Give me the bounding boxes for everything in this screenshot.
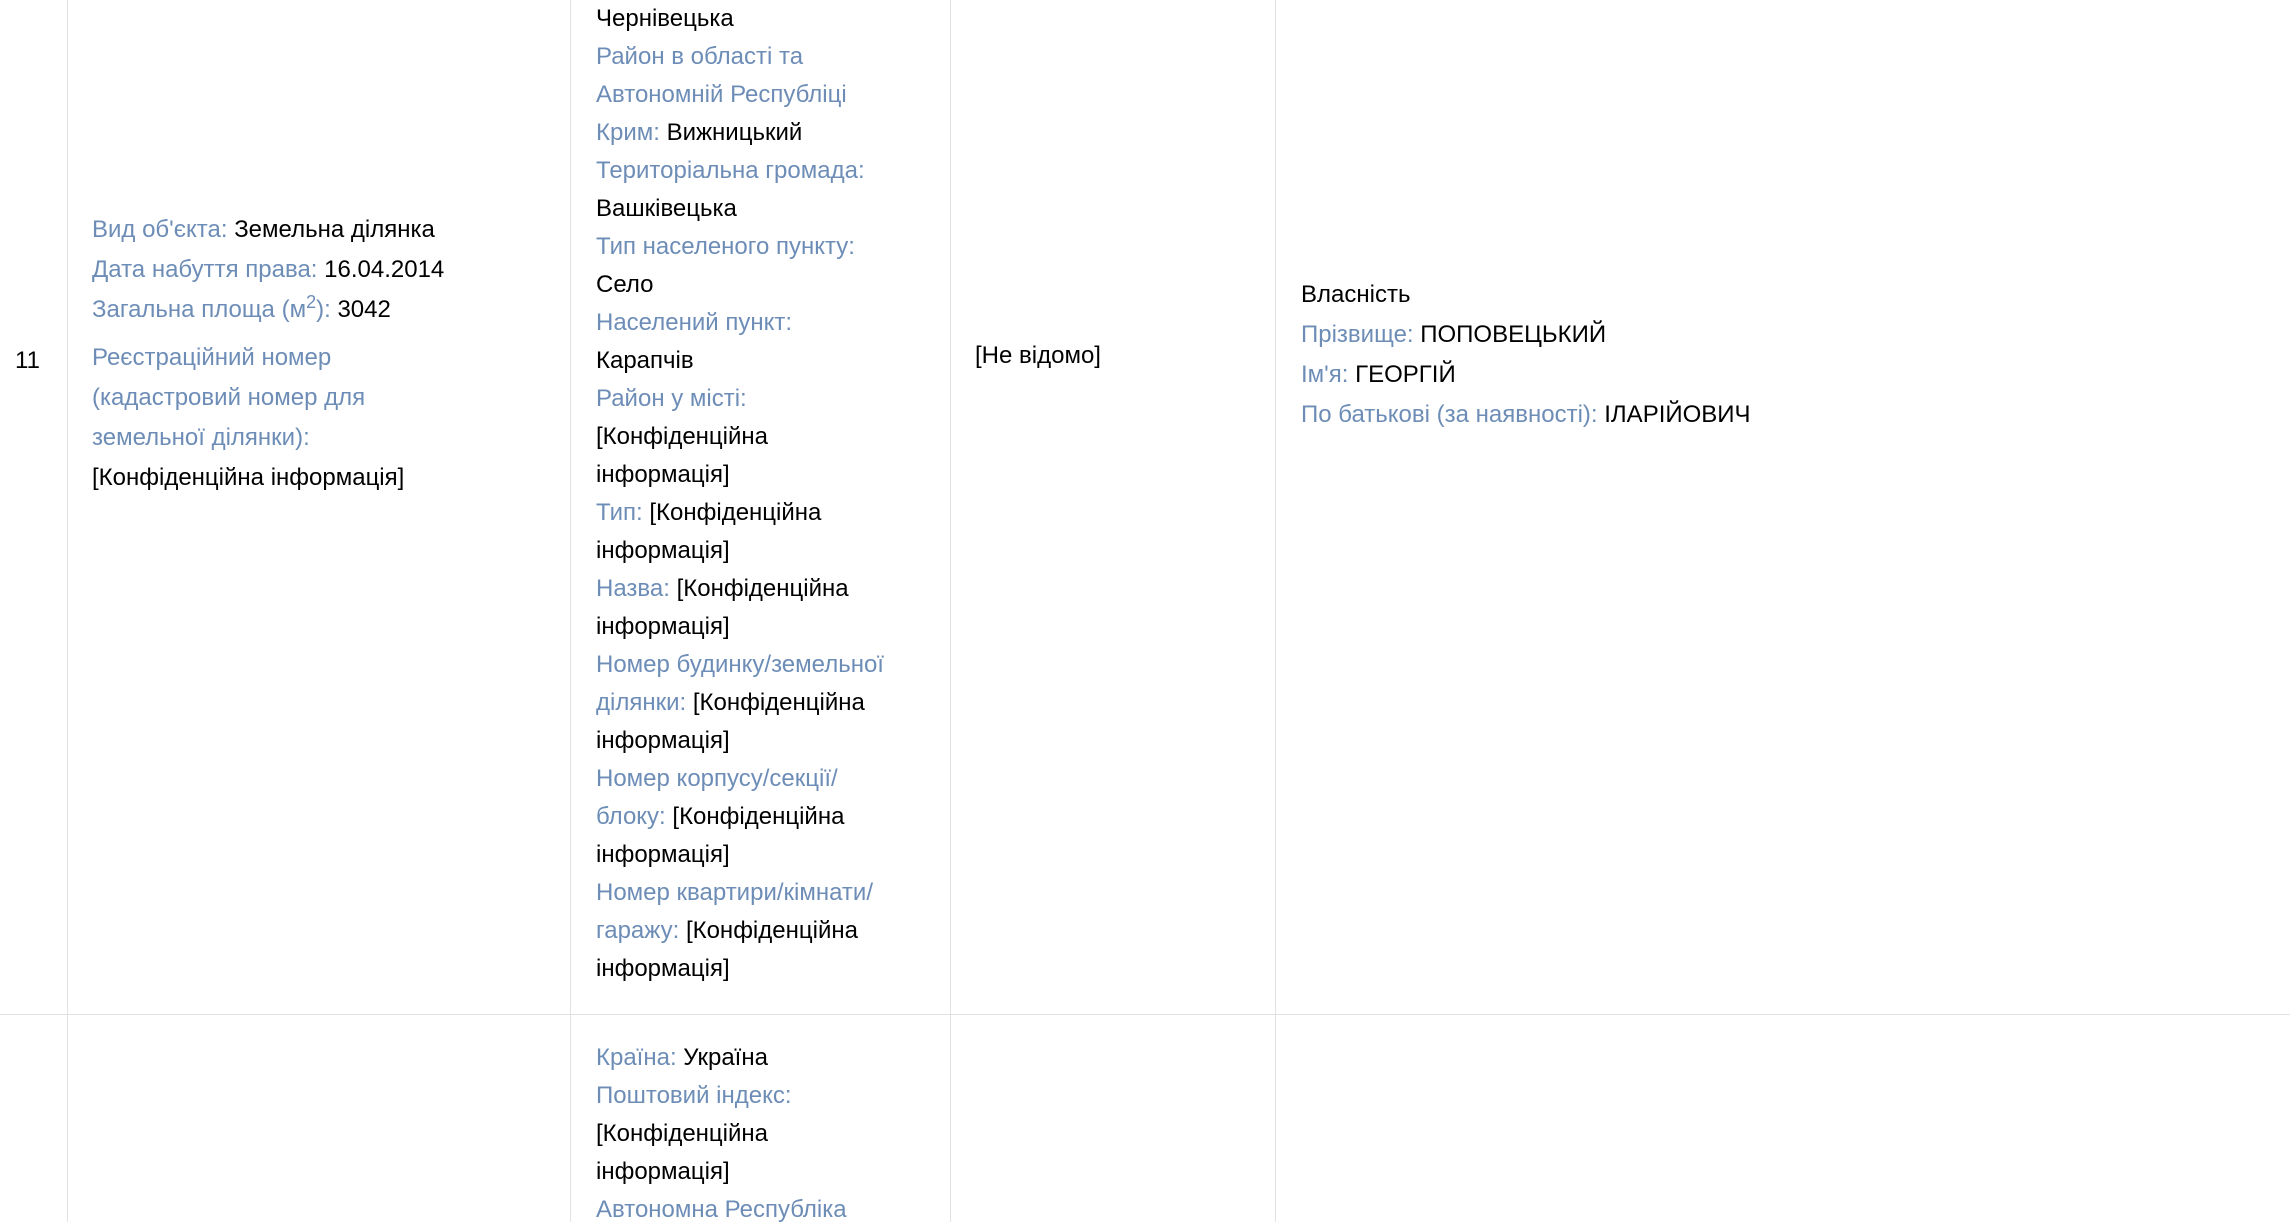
surname-value: ПОПОВЕЦЬКИЙ <box>1420 321 1607 348</box>
registration-number-value: [Конфіденційна інформація] <box>92 464 405 491</box>
postal-code-value-line-1: [Конфіденційна <box>596 1120 769 1147</box>
house-number-label-line-1: Номер будинку/земельної <box>596 651 884 678</box>
street-name-label: Назва: <box>596 575 670 602</box>
object-description <box>92 211 552 497</box>
settlement-type-value: Село <box>596 271 654 298</box>
country-value: Україна <box>683 1044 768 1071</box>
apartment-number-label-line-1: Номер квартири/кімнати/ <box>596 879 873 906</box>
first-name-label: Ім'я: <box>1301 361 1349 388</box>
apartment-number-value-line-1: [Конфіденційна <box>685 917 858 944</box>
autonomous-republic-label: Автономна Республіка <box>596 1196 847 1222</box>
house-number-value-line-2: інформація] <box>596 727 730 754</box>
postal-code-label: Поштовий індекс: <box>596 1082 792 1109</box>
acquisition-date-label: Дата набуття права: <box>92 256 318 283</box>
block-number-value-line-1: [Конфіденційна <box>672 803 845 830</box>
first-name-value: ГЕОРГІЙ <box>1355 361 1456 388</box>
total-area-label: Загальна площа $(м^2)$: <box>92 292 331 323</box>
object-address <box>596 0 946 988</box>
object-cost: [Не відомо] <box>975 342 1101 369</box>
object-address <box>596 1039 946 1222</box>
city-district-value-line-1: [Конфіденційна <box>596 423 769 450</box>
street-type-value-line-2: інформація] <box>596 537 730 564</box>
community-value: Вашківецька <box>596 195 737 222</box>
district-label-line-2: Автономній Республіці <box>596 81 847 108</box>
right-type-value: Власність <box>1301 281 1411 308</box>
city-district-label: Район у місті: <box>596 385 747 412</box>
street-name-value-line-1: [Конфіденційна <box>676 575 849 602</box>
house-number-value-line-1: [Конфіденційна <box>692 689 865 716</box>
apartment-number-label-line-2: гаражу: <box>596 917 680 944</box>
registration-number-label-line-2: (кадастровий номер для <box>92 384 366 411</box>
row-number: 11 <box>15 347 40 374</box>
patronymic-value: ІЛАРІЙОВИЧ <box>1604 401 1751 428</box>
house-number-label-line-2: ділянки: <box>596 689 687 716</box>
registration-number-label-line-3: земельної ділянки): <box>92 424 310 451</box>
district-label-line-3: Крим: <box>596 119 660 146</box>
patronymic-label: По батькові (за наявності): <box>1301 401 1598 428</box>
total-area-value: 3042 <box>337 296 391 323</box>
street-type-value-line-1: [Конфіденційна <box>649 499 822 526</box>
object-type-value: Земельна ділянка <box>234 216 435 243</box>
street-name-value-line-2: інформація] <box>596 613 730 640</box>
block-number-label-line-1: Номер корпусу/секції/ <box>596 765 838 792</box>
city-district-value-line-2: інформація] <box>596 461 730 488</box>
ownership-info <box>1301 276 2261 434</box>
registration-number-label-line-1: Реєстраційний номер <box>92 344 332 371</box>
settlement-type-label: Тип населеного пункту: <box>596 233 855 260</box>
region-value: Чернівецька <box>596 5 734 32</box>
postal-code-value-line-2: інформація] <box>596 1158 730 1185</box>
acquisition-date-value: 16.04.2014 <box>324 256 445 283</box>
settlement-label: Населений пункт: <box>596 309 792 336</box>
object-type-label: Вид об'єкта: <box>92 216 228 243</box>
district-label-line-1: Район в області та <box>596 43 804 70</box>
district-value: Вижницький <box>666 119 803 146</box>
street-type-label: Тип: <box>596 499 643 526</box>
table-row <box>0 1015 2290 1222</box>
surname-label: Прізвище: <box>1301 321 1414 348</box>
country-label: Країна: <box>596 1044 677 1071</box>
apartment-number-value-line-2: інформація] <box>596 955 730 982</box>
block-number-value-line-2: інформація] <box>596 841 730 868</box>
block-number-label-line-2: блоку: <box>596 803 666 830</box>
settlement-value: Карапчів <box>596 347 694 374</box>
community-label: Територіальна громада: <box>596 157 865 184</box>
